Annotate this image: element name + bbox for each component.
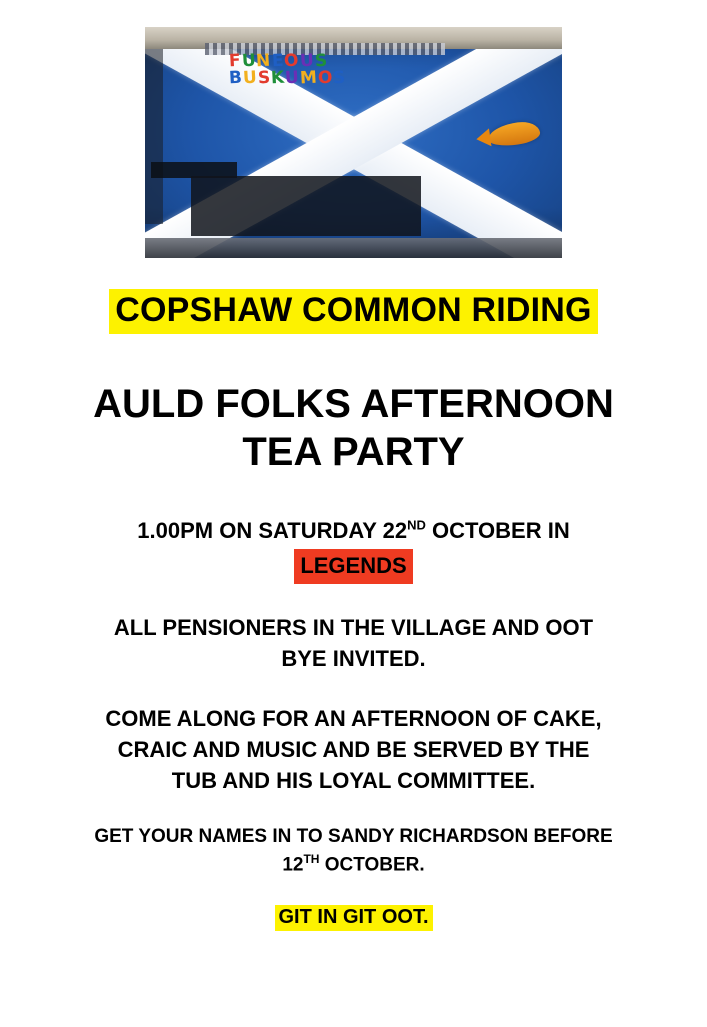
photo-letter-banner-line1: FUNEOUS <box>228 50 329 72</box>
flag-photo <box>145 27 562 258</box>
event-date-ordinal: ND <box>407 517 426 533</box>
headline-line-1: AULD FOLKS AFTERNOON <box>93 381 614 426</box>
invitation-line-1: ALL PENSIONERS IN THE VILLAGE AND OOT <box>113 615 594 641</box>
event-date-suffix: OCTOBER IN <box>425 518 570 544</box>
rsvp-date-ordinal: TH <box>303 851 320 866</box>
event-title-text: COPSHAW COMMON RIDING <box>109 289 597 334</box>
event-title-banner <box>49 289 659 334</box>
page-title <box>34 380 674 478</box>
details-line-2: CRAIC AND MUSIC AND BE SERVED BY THE <box>117 736 590 762</box>
details-line-1: COME ALONG FOR AN AFTERNOON OF CAKE, <box>105 705 602 731</box>
rsvp-paragraph <box>34 824 674 879</box>
poster-page <box>0 27 707 1027</box>
invitation-paragraph <box>44 612 664 674</box>
photo-dark-box <box>191 176 421 236</box>
details-paragraph <box>44 703 664 797</box>
rsvp-date-prefix: 12 <box>282 854 304 876</box>
event-time-date-prefix: 1.00PM ON SATURDAY 22 <box>137 518 408 544</box>
event-datetime <box>34 515 674 584</box>
headline-line-2: TEA PARTY <box>242 430 465 475</box>
footer-slogan <box>34 905 674 931</box>
event-venue: LEGENDS <box>294 549 412 584</box>
rsvp-line-2 <box>34 851 674 879</box>
fish-decoration-icon <box>487 119 542 148</box>
photo-left-shadow <box>145 49 163 224</box>
photo-bottom-band <box>145 238 562 258</box>
photo-letter-banner-line2: BUSKUMOS <box>228 67 348 89</box>
photo-letter-banner <box>228 50 429 89</box>
details-line-3: TUB AND HIS LOYAL COMMITTEE. <box>171 768 536 793</box>
invitation-line-2: BYE INVITED. <box>281 646 426 672</box>
footer-slogan-text: GIT IN GIT OOT. <box>275 905 433 931</box>
rsvp-line-1: GET YOUR NAMES IN TO SANDY RICHARDSON BEFORE <box>94 826 613 848</box>
flag-photo-image <box>145 27 562 258</box>
rsvp-date-suffix: OCTOBER. <box>319 854 425 876</box>
